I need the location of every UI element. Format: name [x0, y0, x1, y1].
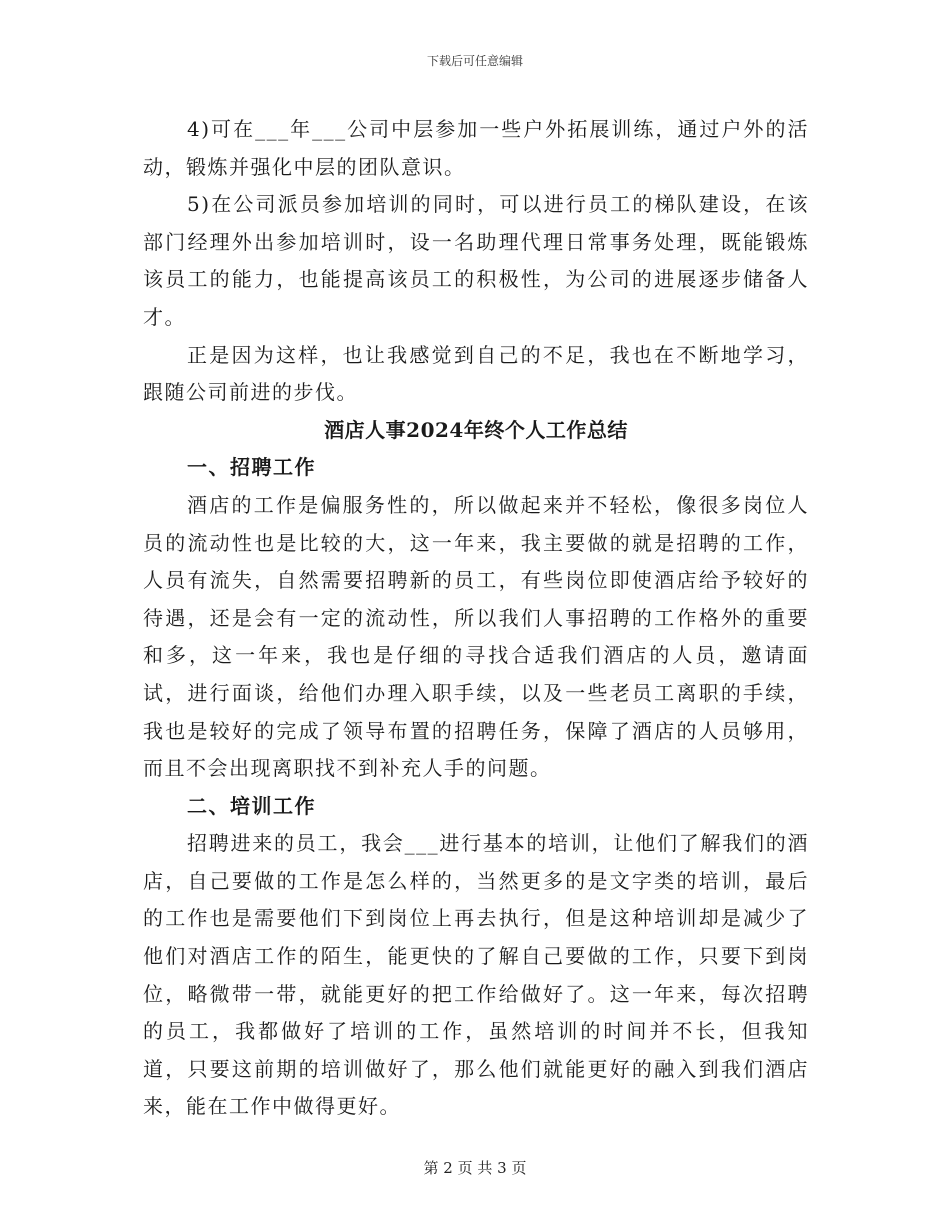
paragraph-item-5: 5)在公司派员参加培训的同时，可以进行员工的梯队建设，在该部门经理外出参加培训时，设一名助理代理日常事务处理，既能锻炼该员工的能力，也能提高该员工的积极性，为公司的进展逐步储备人才。	[143, 192, 809, 329]
paragraph-recruitment: 酒店的工作是偏服务性的，所以做起来并不轻松，像很多岗位人员的流动性也是比较的大，这一年来，我主要做的就是招聘的工作，人员有流失，自然需要招聘新的员工，有些岗位即使酒店给予较好的待遇，还是会有一定的流动性，所以我们人事招聘的工作格外的重要和多，这一年来，我也是仔细的寻找合适我们酒店的人员，邀请面试，进行面谈，给他们办理入职手续，以及一些老员工离职的手续，我也是较好的完成了领导布置的招聘任务，保障了酒店的人员够用，而且不会出现离职找不到补充人手的问题。	[143, 492, 809, 781]
page-footer: 第 2 页 共 3 页	[423, 1159, 527, 1177]
paragraph-item-4: 4)可在___年___公司中层参加一些户外拓展训练，通过户外的活动，锻炼并强化中层的团队意识。	[143, 117, 809, 179]
paragraph-conclusion: 正是因为这样，也让我感觉到自己的不足，我也在不断地学习，跟随公司前进的步伐。	[143, 342, 809, 405]
document-body	[143, 111, 809, 1126]
document-title: 酒店人事2024年终个人工作总结	[324, 417, 628, 442]
section-heading-training: 二、培训工作	[187, 793, 316, 818]
section-heading-recruitment: 一、招聘工作	[187, 455, 316, 480]
page-header: 下载后可任意编辑	[426, 54, 523, 68]
paragraph-training: 招聘进来的员工，我会___进行基本的培训，让他们了解我们的酒店，自己要做的工作是怎么样的，当然更多的是文字类的培训，最后的工作也是需要他们下到岗位上再去执行，但是这种培训却是减少了他们对酒店工作的陌生，能更快的了解自己要做的工作，只要下到岗位，略微带一带，就能更好的把工作给做好了。这一年来，每次招聘的员工，我都做好了培训的工作，虽然培训的时间并不长，但我知道，只要这前期的培训做好了，那么他们就能更好的融入到我们酒店来，能在工作中做得更好。	[143, 831, 809, 1119]
